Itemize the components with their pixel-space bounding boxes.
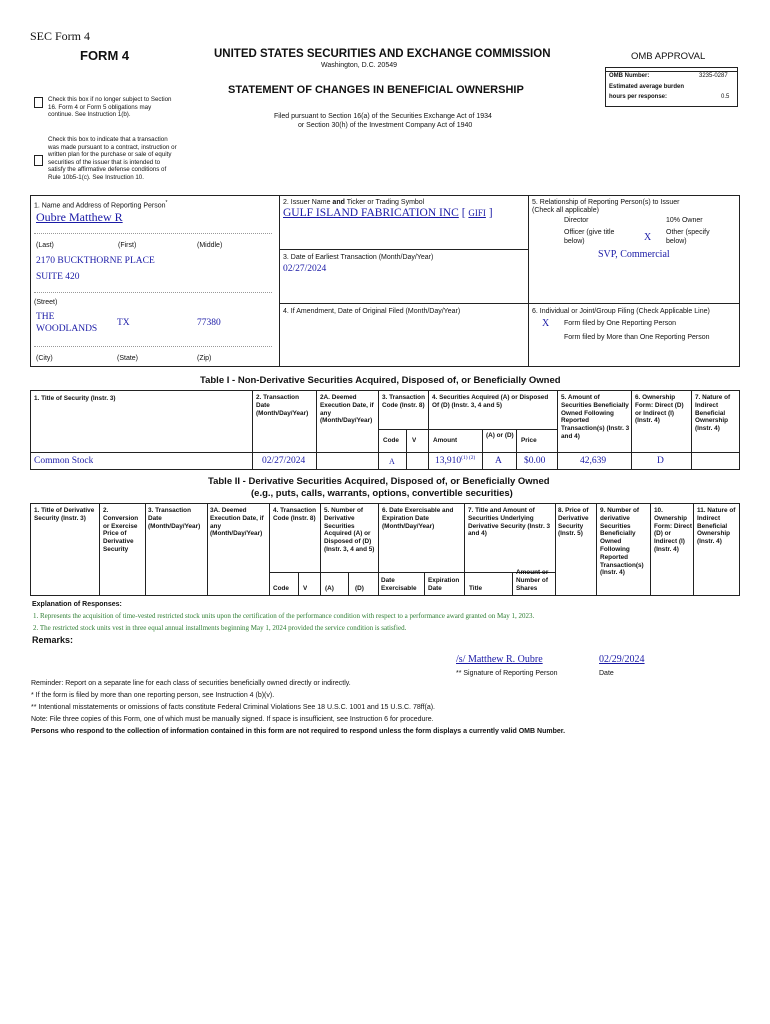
t2-header-deemed-date: 3A. Deemed Execution Date, if any (Month/Day/Year) <box>210 507 264 538</box>
relationship-label: 5. Relationship of Reporting Person(s) to Issuer <box>532 199 680 206</box>
t1-row-date: 02/27/2024 <box>262 456 306 466</box>
reporting-person-name[interactable]: Oubre Matthew R <box>36 210 123 224</box>
issuer-name-ticker: GULF ISLAND FABRICATION INC [ GIFI ] <box>283 207 493 219</box>
t1-header-ownership-form: 6. Ownership Form: Direct (D) or Indirect (I) (Instr. 4) <box>635 394 684 425</box>
t1-row-code: A <box>389 457 395 466</box>
t2-header-ownership-form: 10. Ownership Form: Direct (D) or Indirect (I) (Instr. 4) <box>654 507 692 553</box>
issuer-label: 2. Issuer Name and Ticker or Trading Symbol <box>283 199 425 206</box>
filing-one-person-option[interactable]: Form filed by One Reporting Person <box>564 320 677 327</box>
issuer-name-link[interactable]: GULF ISLAND FABRICATION INC <box>283 207 459 219</box>
t1-row-owned: 42,639 <box>580 456 607 466</box>
filing-type-label: 6. Individual or Joint/Group Filing (Check Applicable Line) <box>532 308 710 315</box>
zip-value: 77380 <box>197 318 221 328</box>
t2-sub-title: Title <box>469 585 483 592</box>
no-longer-subject-checkbox[interactable] <box>34 97 43 108</box>
remarks-label: Remarks: <box>32 635 74 645</box>
omb-number-value: 3235-0287 <box>699 73 728 79</box>
t1-sub-a-or-d: (A) or (D) <box>486 432 514 439</box>
t2-header-code: 4. Transaction Code (Instr. 8) <box>273 507 316 522</box>
t2-sub-expiration-date: Expiration Date <box>428 577 460 592</box>
t1-row-amount: $13,910^{(1) (2)}$ <box>435 455 476 467</box>
issuer-ticker-link[interactable]: GIFI <box>468 208 486 218</box>
signature-date-label: Date <box>599 670 614 677</box>
omb-approval-title: OMB APPROVAL <box>631 51 706 62</box>
t2-header-title: 1. Title of Derivative Security (Instr. 3) <box>34 507 95 522</box>
omb-hours-value: 0.5 <box>721 94 730 100</box>
statement-title: STATEMENT OF CHANGES IN BENEFICIAL OWNERSHIP <box>228 84 524 96</box>
middle-name-label: (Middle) <box>197 242 223 249</box>
table-1-title: Table I - Non-Derivative Securities Acquired, Disposed of, or Beneficially Owned <box>200 375 561 386</box>
director-option[interactable]: Director <box>564 217 589 224</box>
t1-sub-v: V <box>412 437 417 444</box>
t1-header-acquired-disposed: 4. Securities Acquired (A) or Disposed Of (D) (Instr. 3, 4 and 5) <box>432 394 549 409</box>
t2-header-date: 3. Transaction Date (Month/Day/Year) <box>148 507 201 530</box>
footnote-1: 1. Represents the acquisition of time-vested restricted stock units upon the certification of the performance condition with respect to a performance award granted on May 1, 2023. <box>33 612 535 620</box>
street-address-line-1: 2170 BUCKTHORNE PLACE <box>36 256 155 266</box>
signature-name: /s/ Matthew R. Oubre <box>456 654 543 665</box>
t1-header-date: 2. Transaction Date (Month/Day/Year) <box>256 394 309 417</box>
omb-burden-label: Estimated average burden <box>609 84 685 90</box>
t2-header-number-owned: 9. Number of derivative Securities Beneficially Owned Following Reported Transaction(s) (Instr. 4) <box>600 507 644 577</box>
commission-location: Washington, D.C. 20549 <box>321 62 398 69</box>
rule-10b5-1-checkbox[interactable] <box>34 155 43 166</box>
t1-row-title: Common Stock <box>34 456 94 466</box>
t1-row-footnote[interactable]: (1) (2) <box>461 455 476 461</box>
t1-header-deemed-date: 2A. Deemed Execution Date, if any (Month/Day/Year) <box>320 394 374 425</box>
omb-number-label: OMB Number: <box>609 73 650 79</box>
footnote-2: 2. The restricted stock units vest in three equal annual installments beginning May 1, 2024 provided the service condition is satisfied. <box>33 624 407 632</box>
filing-check-mark: X <box>542 318 550 329</box>
filed-pursuant-line-1: Filed pursuant to Section 16(a) of the Securities Exchange Act of 1934 <box>274 113 492 120</box>
t1-header-amount-owned: 5. Amount of Securities Beneficially Owned Following Reported Transaction(s) (Instr. 3 and 4) <box>561 394 630 440</box>
amendment-date-label: 4. If Amendment, Date of Original Filed (Month/Day/Year) <box>283 308 461 315</box>
t1-header-title: 1. Title of Security (Instr. 3) <box>34 395 116 402</box>
t2-sub-amount-shares: Amount or Number of Shares <box>516 569 549 592</box>
rule-10b5-1-text: Check this box to indicate that a transaction was made pursuant to a contract, instruction or written plan for the purchase or sale of equity securities of the issuer that is intended to satisfy the affirmative defense conditions of Rule 10b5-1(c). See Instruction 10. <box>48 136 177 181</box>
earliest-transaction-date: 02/27/2024 <box>283 264 327 274</box>
t2-sub-date-exercisable: Date Exercisable <box>381 577 417 592</box>
city-label: (City) <box>36 355 53 362</box>
ten-percent-owner-option[interactable]: 10% Owner <box>666 217 703 224</box>
earliest-transaction-date-label: 3. Date of Earliest Transaction (Month/Day/Year) <box>283 254 434 261</box>
t2-header-price: 8. Price of Derivative Security (Instr. 5) <box>558 507 589 538</box>
omb-hours-label: hours per response: <box>609 94 668 100</box>
street-address-line-2: SUITE 420 <box>36 272 80 282</box>
filing-multiple-person-option[interactable]: Form filed by More than One Reporting Person <box>564 334 710 341</box>
t2-sub-code: Code <box>273 585 289 592</box>
table-2-title: Table II - Derivative Securities Acquired, Disposed of, or Beneficially Owned <box>208 476 550 487</box>
t1-header-nature: 7. Nature of Indirect Beneficial Ownership (Instr. 4) <box>695 394 731 433</box>
t1-row-a-or-d: A <box>495 456 502 466</box>
street-label: (Street) <box>34 299 58 306</box>
city-line-1: THE <box>36 312 55 322</box>
t2-header-number: 5. Number of Derivative Securities Acquired (A) or Disposed of (D) (Instr. 3, 4 and 5) <box>324 507 375 553</box>
commission-title: UNITED STATES SECURITIES AND EXCHANGE COMMISSION <box>214 48 551 60</box>
t2-header-exercisable-expiration: 6. Date Exercisable and Expiration Date (Month/Day/Year) <box>382 507 454 530</box>
state-value: TX <box>117 318 130 328</box>
footer-reminder: Reminder: Report on a separate line for each class of securities beneficially owned directly or indirectly. <box>31 680 351 687</box>
filed-pursuant-line-2: or Section 30(h) of the Investment Company Act of 1940 <box>298 122 473 129</box>
t2-sub-d: (D) <box>355 585 364 592</box>
reporting-person-label: 1. Name and Address of Reporting Person* <box>34 200 168 210</box>
t1-sub-amount: Amount <box>433 437 458 444</box>
officer-check-mark: X <box>644 232 652 243</box>
last-name-label: (Last) <box>36 242 54 249</box>
explanation-label: Explanation of Responses: <box>32 601 122 608</box>
t2-sub-v: V <box>303 585 308 592</box>
signature-label: ** Signature of Reporting Person <box>456 670 558 677</box>
table-2-subtitle: (e.g., puts, calls, warrants, options, convertible securities) <box>251 488 513 499</box>
officer-title: SVP, Commercial <box>598 249 670 260</box>
signature-date: 02/29/2024 <box>599 654 645 665</box>
t2-header-conversion-price: 2. Conversion or Exercise Price of Derivative Security <box>103 507 139 553</box>
footer-persons-notice: Persons who respond to the collection of information contained in this form are not required to respond unless the form displays a currently valid OMB Number. <box>31 728 566 735</box>
sec-form-label: SEC Form 4 <box>30 29 91 43</box>
t1-header-code: 3. Transaction Code (Instr. 8) <box>382 394 425 409</box>
t1-row-ownership-form: D <box>657 456 664 466</box>
t2-header-nature: 11. Nature of Indirect Beneficial Ownership (Instr. 4) <box>697 507 736 546</box>
no-longer-subject-text: Check this box if no longer subject to Section 16. Form 4 or Form 5 obligations may continue. See Instruction 1(b). <box>48 96 172 119</box>
other-option[interactable]: Other (specify below) <box>666 229 710 245</box>
zip-label: (Zip) <box>197 355 212 362</box>
relationship-sub-label: (Check all applicable) <box>532 207 599 214</box>
t1-sub-code: Code <box>383 437 399 444</box>
officer-option[interactable]: Officer (give title below) <box>564 229 615 245</box>
t1-sub-price: Price <box>521 437 537 444</box>
footer-note-1: * If the form is filed by more than one reporting person, see Instruction 4 (b)(v). <box>31 692 275 699</box>
state-label: (State) <box>117 355 139 362</box>
footer-note-3: Note: File three copies of this Form, one of which must be manually signed. If space is insufficient, see Instruction 6 for procedure. <box>31 716 434 723</box>
footer-note-2: ** Intentional misstatements or omissions of facts constitute Federal Criminal Violations See 18 U.S.C. 1001 and 15 U.S.C. 78ff(a). <box>31 704 435 711</box>
form-title: FORM 4 <box>80 48 130 63</box>
t2-sub-a: (A) <box>325 585 334 592</box>
t2-header-underlying: 7. Title and Amount of Securities Underlying Derivative Security (Instr. 3 and 4) <box>468 507 551 538</box>
t1-row-price: $0.00 <box>524 456 546 466</box>
first-name-label: (First) <box>118 242 137 249</box>
city-line-2: WOODLANDS <box>36 324 98 334</box>
